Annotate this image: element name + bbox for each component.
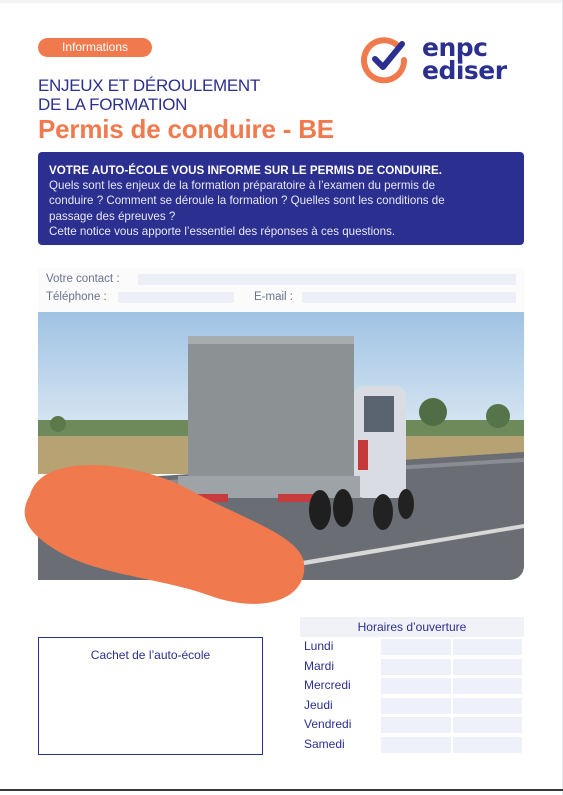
hours-row [300, 735, 524, 755]
hours-row [300, 676, 524, 696]
phone-field[interactable] [118, 292, 234, 303]
hours-row [300, 657, 524, 677]
hours-cell-morning[interactable] [381, 737, 451, 753]
day-label: Vendredi [304, 717, 352, 731]
intro-lead: VOTRE AUTO-ÉCOLE VOUS INFORME SUR LE PERMIS DE CONDUIRE. [49, 164, 442, 177]
hours-row [300, 637, 524, 657]
logo-check-icon [360, 36, 412, 86]
cachet-box [38, 637, 263, 755]
opening-hours-table [300, 617, 524, 754]
contact-block [38, 268, 524, 312]
bottom-rule [0, 789, 563, 791]
hours-row [300, 696, 524, 716]
day-label: Jeudi [304, 697, 333, 712]
contact-label: Votre contact : [46, 273, 120, 285]
cover-photo [38, 312, 524, 580]
day-label: Mardi [304, 658, 335, 673]
hours-cell-afternoon[interactable] [453, 698, 522, 714]
enpc-ediser-logo [360, 33, 530, 92]
day-label: Mercredi [304, 678, 351, 692]
hours-cell-morning[interactable] [381, 678, 451, 694]
top-edge [0, 0, 563, 3]
car-trailer-illustration [38, 312, 524, 580]
hours-cell-afternoon[interactable] [453, 678, 522, 694]
brand-line-1: enpc [422, 33, 488, 62]
email-label: E-mail : [254, 291, 293, 303]
intro-line-2: conduire ? Comment se déroule la formation ? Quelles sont les conditions de [49, 194, 445, 208]
phone-label: Téléphone : [46, 291, 107, 303]
page-title: Permis de conduire - BE [38, 114, 334, 144]
hours-cell-morning[interactable] [381, 639, 451, 655]
subtitle-line-2: DE LA FORMATION [38, 95, 188, 114]
intro-line-1: Quels sont les enjeux de la formation préparatoire à l’examen du permis de [49, 179, 436, 193]
brand-line-2: ediser [422, 56, 507, 85]
intro-box [38, 152, 524, 245]
hours-row [300, 715, 524, 735]
intro-line-4: Cette notice vous apporte l’essentiel des réponses à ces questions. [49, 224, 396, 238]
subtitle-line-1: ENJEUX ET DÉROULEMENT [38, 76, 260, 95]
email-field[interactable] [302, 292, 516, 303]
hours-cell-morning[interactable] [381, 717, 451, 733]
day-label: Samedi [304, 736, 345, 751]
hours-title: Horaires d’ouverture [300, 617, 524, 637]
day-label: Lundi [304, 639, 334, 653]
hours-cell-morning[interactable] [381, 659, 451, 675]
hours-cell-afternoon[interactable] [453, 737, 522, 753]
hours-cell-afternoon[interactable] [453, 659, 522, 675]
hours-cell-afternoon[interactable] [453, 717, 522, 733]
cachet-label: Cachet de l’auto-école [90, 648, 211, 662]
intro-line-3: passage des épreuves ? [49, 209, 176, 223]
hours-cell-morning[interactable] [381, 698, 451, 714]
hours-cell-afternoon[interactable] [453, 639, 522, 655]
subtitle [38, 76, 260, 114]
contact-field[interactable] [138, 274, 516, 285]
informations-badge: Informations [38, 38, 152, 57]
